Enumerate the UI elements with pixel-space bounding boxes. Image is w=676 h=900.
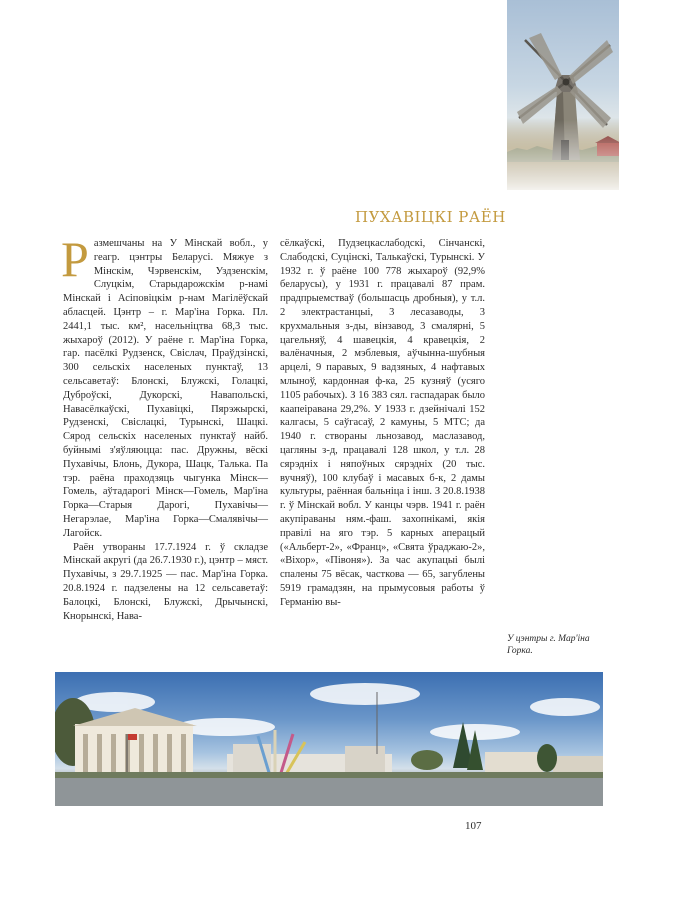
photo-caption: У цэнтры г. Мар'іна Горка. <box>507 634 590 656</box>
article-column-left <box>61 231 268 623</box>
town-panorama-photo <box>55 672 603 806</box>
article-paragraph: Размешчаны на У Мінскай вобл., у геагр. цэнтры Беларусі. Мяжуе з Мінскім, Чэрвенскім, Уздзенскім, Слуцкім, Старыдарожскім р-намі Мінскай і Асіповіцкім р-нам Магілёўскай абласцей. Цэнтр – г. Мар'іна Горка. Пл. 2441,1 тыс. км², насельніцтва 68,3 тыс. жыхароў (2012). У раёне г. Мар'іна Горка, гар. пасёлкі Рудзенск, Свіслач, Праўдзінскі, 300 сельскіх населеных пунктаў, 13 сельсаветаў: Блонскі, Блужскі, Голацкі, Дуброўскі, Дукорскі, Навапольскі, Навасёлкаўскі, Пухавіцкі, Пярэжырскі, Рудзенскі, Свіслацкі, Турынскі, Шацкі. Сярод сельскіх населеных пунктаў найб. буйнымі з'яўляюцца: пас. Дружны, вёскі Пухавічы, Блонь, Дукора, Шацк, Талька. Па тэр. раёна праходзяць чыгунка Мінск—Гомель, аўтадарогі Мінск—Гомель, Мар'іна Горка—Старыя Дарогі, Пухавічы—Негарэлае, Мар'іна Горка—Смалявічы—Лагойск. <box>61 231 268 539</box>
windmill-photo <box>507 0 619 190</box>
article-paragraph: сёлкаўскі, Пудзецкаслабодскі, Сінчанскі, Слабодскі, Суцінскі, Талькаўскі, Турынскі. У 1932 г. ў раёне 100 778 жыхароў (92,9% беларусы), у 1931 г. працавалі 87 прам. прадпрыемстваў (большасць дробныя), у т.л. 2 электрастанцыі, 3 лесазаводы, 3 крухмальныя з-ды, вінзавод, 3 смалярні, 5 цагельняў, 4 шавецкія, 4 кравецкія, 2 валёначныя, 2 мэблевыя, аўчынна-шубныя арцелі, 9 паравых, 9 вадзяных, 4 нафтавых млыноў, кардонная ф-ка, 25 кузняў (усяго 1105 рабочых). З 16 383 сял. гаспадарак было каапеіравана 29,2%. У 1933 г. дзейнічалі 152 калгасы, 5 саўгасаў, 2 камуны, 5 МТС; да 1940 г. створаны льнозавод, маслазавод, цагляны з-д, працавалі 128 школ, у т.л. 28 сярэдніх і няпоўных сярэдніх (20 тыс. вучняў), 100 клубаў і масавых б-к, 2 дамы культуры, раённая бальніца і інш. З 20.8.1938 г. ў Мінскай вобл. У канцы чэрв. 1941 г. раён акупіраваны ням.-фаш. захопнікамі, якія правілі на яго тэр. 5 карных аперацый («Альберт-2», «Франц», «Свята ўраджаю-2», «Віхор», «Півоня»). За час акупацыі былі спалены 75 вёсак, часткова — 65, загублены 5919 грамадзян, на прымусовыя работы ў Германію вы- <box>280 238 485 608</box>
page-number: 107 <box>465 820 482 832</box>
article-paragraph: Раён утвораны 17.7.1924 г. ў складзе Мінскай акругі (да 26.7.1930 г.), цэнтр – мяст. Пухавічы, з 29.7.1925 — пас. Мар'іна Горка. 20.8.1924 г. падзелены на 12 сельсаветаў: Балоцкі, Блонскі, Блужскі, Дрычынскі, Кнорынскі, Нава- <box>63 541 268 622</box>
article-column-right <box>280 237 485 610</box>
section-title: ПУХАВІЦКІ РАЁН <box>355 208 506 226</box>
drop-cap: Р <box>61 231 89 287</box>
